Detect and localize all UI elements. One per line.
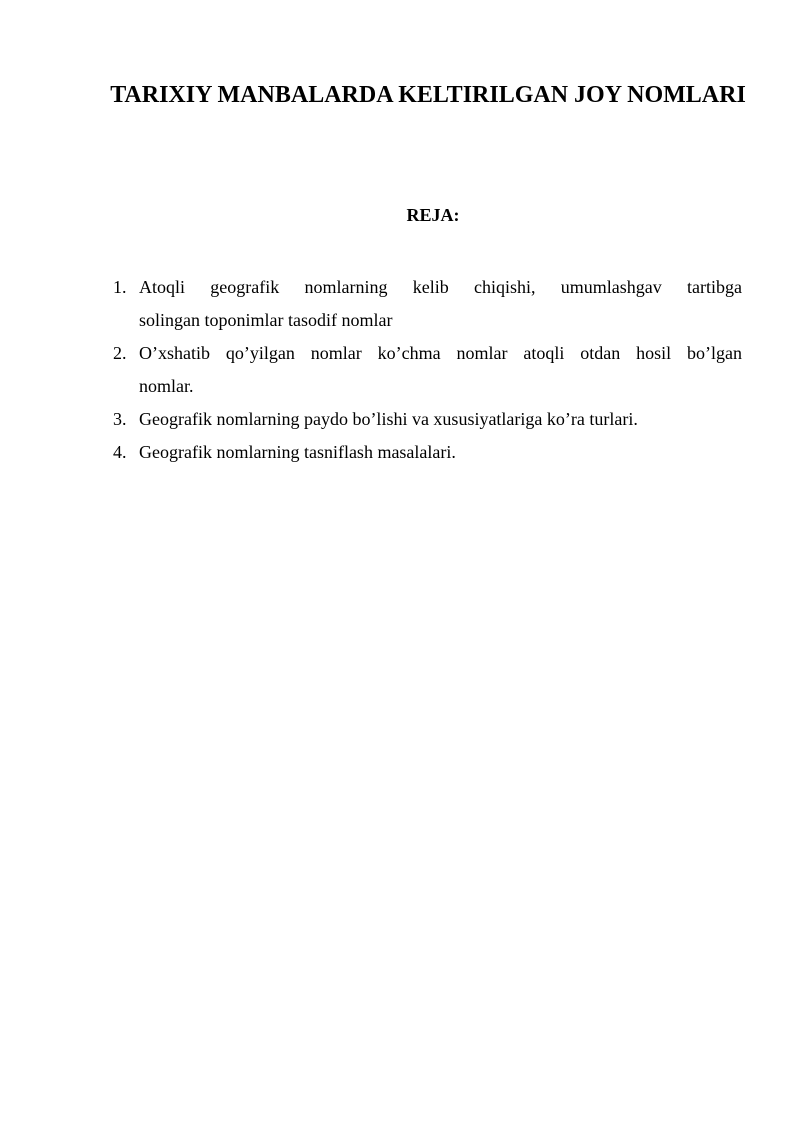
plan-item-line: Atoqli geografik nomlarning kelib chiqishi, umumlashgav tartibga — [139, 277, 742, 297]
plan-item-line: Geografik nomlarning tasniflash masalalari. — [139, 442, 456, 462]
plan-item-4 — [113, 436, 742, 469]
plan-item-line: nomlar. — [139, 376, 194, 396]
plan-item-1 — [113, 271, 742, 337]
plan-item-text — [139, 271, 742, 337]
plan-item-3 — [113, 403, 742, 436]
plan-item-text — [139, 436, 742, 469]
plan-item-text — [139, 337, 742, 403]
plan-item-text — [139, 403, 742, 436]
plan-item-2 — [113, 337, 742, 403]
plan-list — [113, 271, 742, 469]
plan-item-number: 2. — [113, 343, 127, 363]
document-title: TARIXIY MANBALARDA KELTIRILGAN JOY NOMLARI — [110, 82, 746, 108]
plan-item-number: 4. — [113, 442, 127, 462]
plan-item-number: 1. — [113, 277, 127, 297]
plan-item-number: 3. — [113, 409, 127, 429]
plan-item-line: Geografik nomlarning paydo bo’lishi va xususiyatlariga ko’ra turlari. — [139, 409, 638, 429]
plan-item-line: O’xshatib qo’yilgan nomlar ko’chma nomlar atoqli otdan hosil bo’lgan — [139, 343, 742, 363]
plan-item-line: solingan toponimlar tasodif nomlar — [139, 310, 393, 330]
plan-heading: REJA: — [406, 205, 460, 225]
